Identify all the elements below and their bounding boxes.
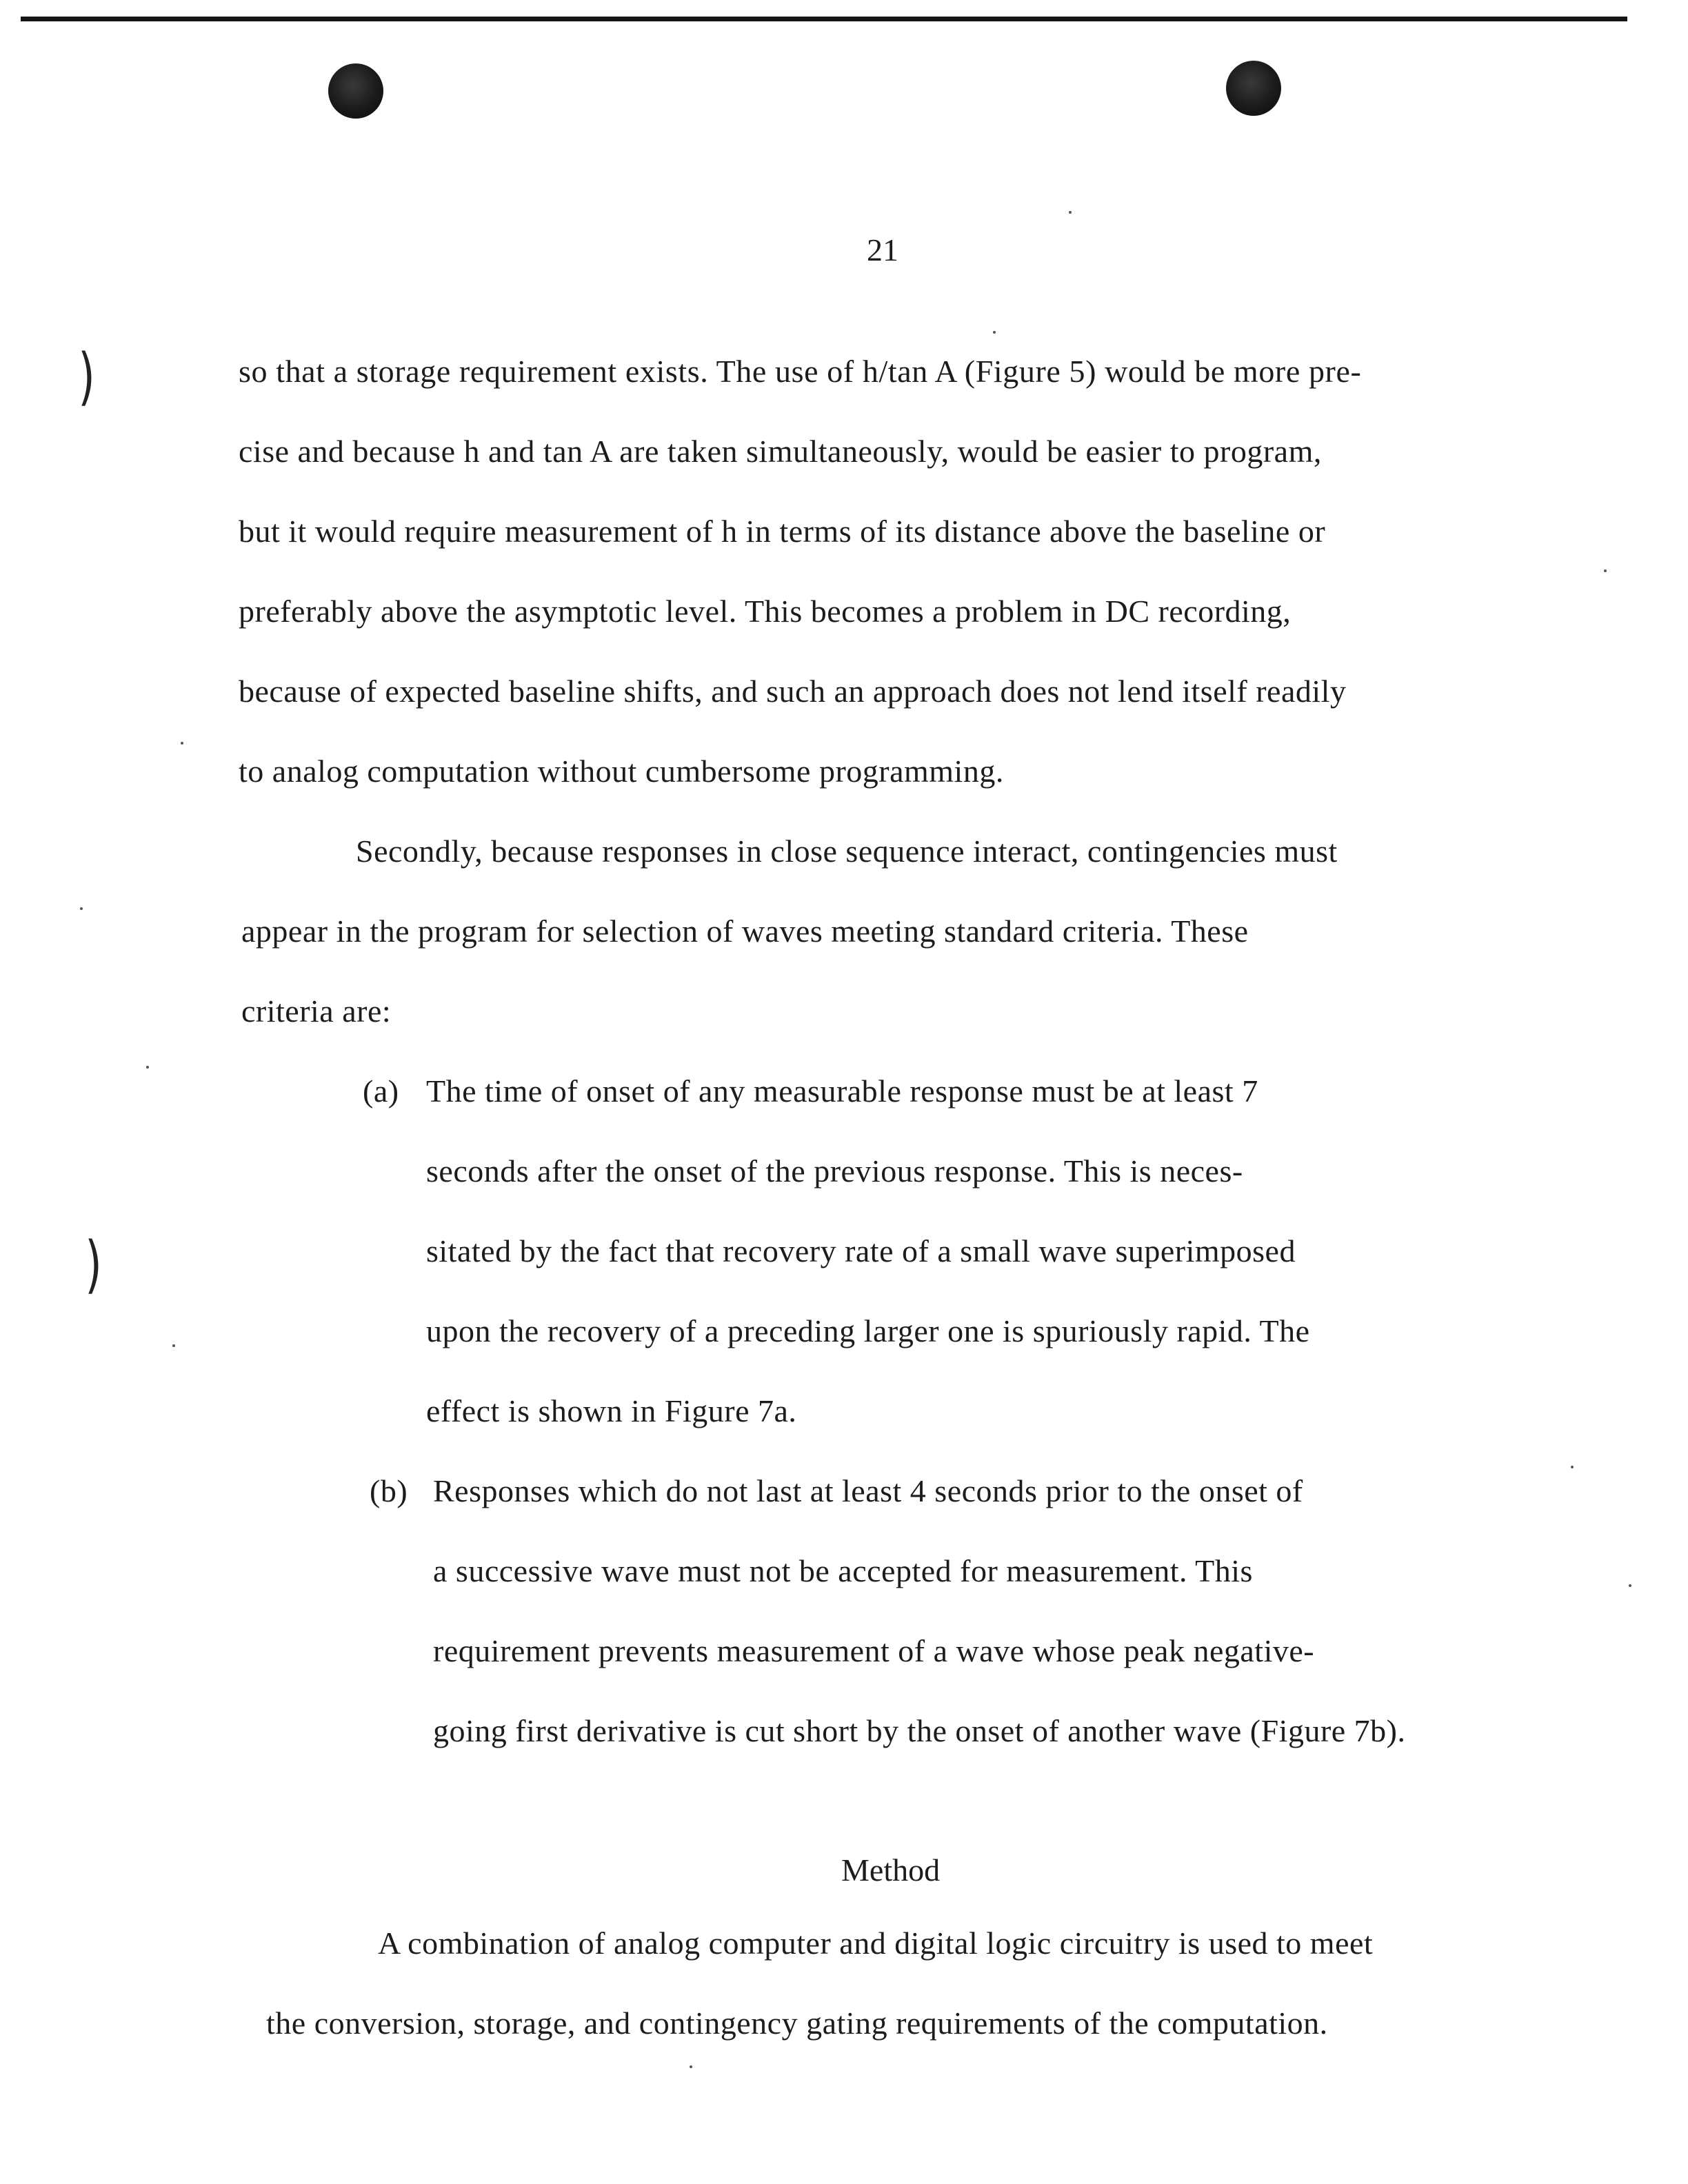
scan-speck (1571, 1466, 1574, 1468)
text-line: A combination of analog computer and digital logic circuitry is used to meet (378, 1925, 1374, 1961)
scan-speck (1069, 211, 1072, 214)
list-marker: (a) (363, 1073, 399, 1109)
text-line: effect is shown in Figure 7a. (426, 1393, 797, 1428)
scan-speck (690, 2065, 692, 2068)
text-line: the conversion, storage, and contingency gating requirements of the computation. (266, 2005, 1328, 2041)
text-line: Responses which do not last at least 4 seconds prior to the onset of (433, 1473, 1303, 1508)
scan-speck (1604, 569, 1607, 572)
scan-speck (146, 1066, 149, 1069)
scan-speck (181, 742, 183, 745)
text-line: criteria are: (241, 993, 392, 1029)
text-line: preferably above the asymptotic level. This becomes a problem in DC recording, (239, 594, 1292, 629)
top-rule (21, 17, 1627, 21)
text-line: requirement prevents measurement of a wave whose peak negative- (433, 1633, 1315, 1668)
punch-hole-left (328, 63, 383, 119)
text-line: Secondly, because responses in close sequence interact, contingencies must (356, 833, 1338, 869)
punch-hole-right (1226, 61, 1281, 116)
page-number: 21 (867, 232, 898, 267)
text-line: upon the recovery of a preceding larger one is spuriously rapid. The (426, 1313, 1310, 1348)
list-marker: (b) (370, 1473, 408, 1508)
scan-speck (80, 907, 83, 910)
text-line: seconds after the onset of the previous response. This is neces- (426, 1153, 1243, 1189)
scan-speck (172, 1344, 175, 1347)
text-line: to analog computation without cumbersome programming. (239, 754, 1004, 789)
scan-speck (1629, 1584, 1631, 1587)
margin-bracket-mark: ) (78, 341, 95, 413)
section-heading: Method (841, 1852, 941, 1888)
scan-speck (993, 331, 996, 334)
text-line: going first derivative is cut short by the onset of another wave (Figure 7b). (433, 1713, 1406, 1748)
text-line: but it would require measurement of h in terms of its distance above the baseline or (239, 514, 1326, 549)
text-line: because of expected baseline shifts, and such an approach does not lend itself readily (239, 674, 1347, 709)
text-line: cise and because h and tan A are taken simultaneously, would be easier to program, (239, 434, 1322, 469)
text-line: appear in the program for selection of waves meeting standard criteria. These (241, 913, 1249, 949)
text-line: sitated by the fact that recovery rate of a small wave superimposed (426, 1233, 1296, 1268)
text-line: The time of onset of any measurable response must be at least 7 (426, 1073, 1258, 1109)
text-line: a successive wave must not be accepted for measurement. This (433, 1553, 1253, 1588)
text-line: so that a storage requirement exists. The use of h/tan A (Figure 5) would be more pre- (239, 354, 1362, 389)
margin-bracket-mark: ) (85, 1228, 102, 1301)
